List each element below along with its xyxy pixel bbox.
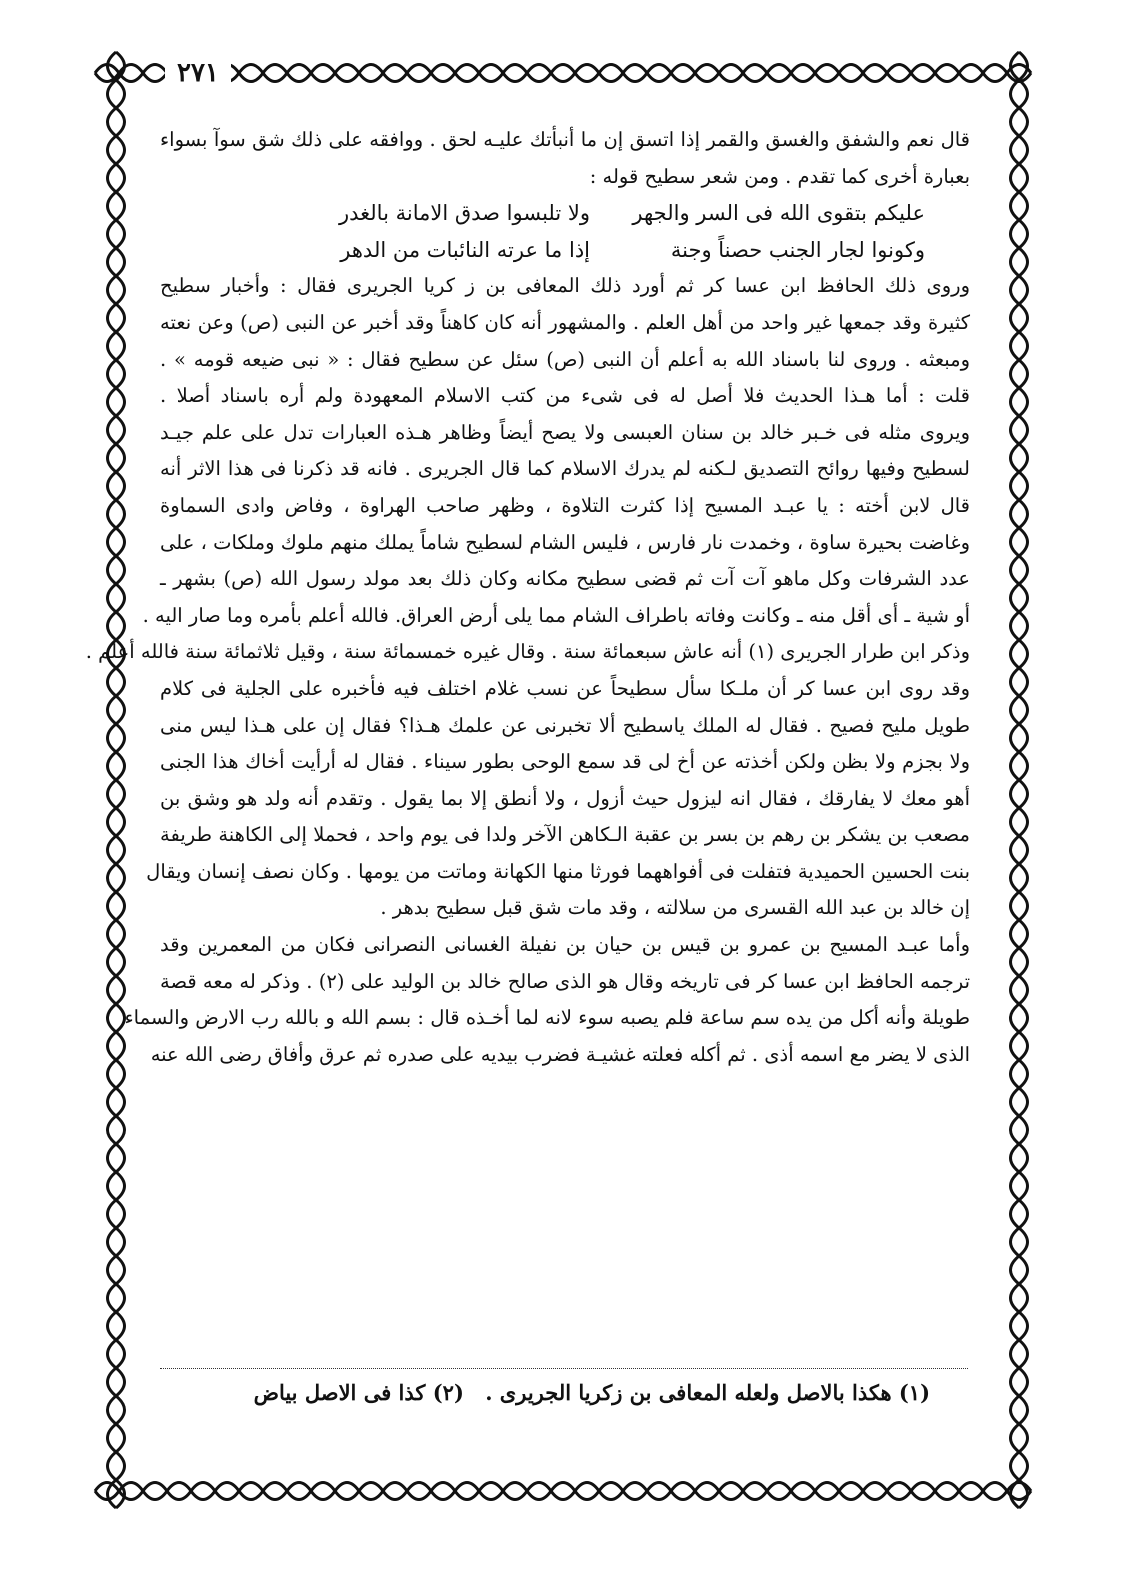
text-line: أو شية ـ أى أقل منه ـ وكانت وفاته باطراف الشام مما يلى أرض العراق. فالله أعلم بأمره وما صار اليه . bbox=[142, 603, 970, 627]
text-line: وأما عبـد المسيح بن عمرو بن قيس بن حيان بن نفيلة الغسانى النصرانى فكان من المعمرين وقد bbox=[160, 933, 970, 957]
text-line: طويل مليح فصيح . فقال له الملك ياسطيح ألا تخبرنى عن علمك هـذا؟ فقال إن على هـذا ليس منى bbox=[160, 713, 970, 737]
text-line: وروى ذلك الحافظ ابن عسا كر ثم أورد ذلك المعافى بن ز كريا الجريرى فقال : وأخبار سطيح bbox=[160, 274, 970, 298]
text-line: قال لابن أخته : يا عبـد المسيح إذا كثرت التلاوة ، وظهر صاحب الهراوة ، وفاض وادى السماوة bbox=[160, 493, 970, 517]
text-line: ولا بجزم ولا بظن ولكن أخذته عن أخ لى قد سمع الوحى بطور سيناء . فقال له أرأيت أخاك هذا الجنى bbox=[160, 750, 970, 774]
text-line: بعبارة أخرى كما تقدم . ومن شعر سطيح قوله : bbox=[589, 164, 970, 188]
text-line: ويروى مثله فى خـبر خالد بن سنان العبسى ولا يصح أيضاً وظاهر هـذه العبارات تدل على علم جيـد bbox=[160, 420, 970, 444]
text-line: عدد الشرفات وكل ماهو آت آت ثم قضى سطيح مكانه وكان ذلك بعد مولد رسول الله (ص) بشهر ـ bbox=[160, 567, 970, 591]
text-line: وقد روى ابن عسا كر أن ملـكا سأل سطيحاً عن نسب غلام اختلف فيه فأخبره على الجلية فى كلام bbox=[160, 676, 970, 700]
text-line: وذكر ابن طرار الجريرى (١) أنه عاش سبعمائة سنة . وقال غيره خمسمائة سنة ، وقيل ثلاثمائة سنة فالله أعلم . bbox=[85, 640, 970, 664]
text-line: مصعب بن يشكر بن رهم بن بسر بن عقبة الـكاهن الآخر ولدا فى يوم واحد ، فحملا إلى الكاهنة طريفة bbox=[160, 823, 970, 847]
left-border-ornament bbox=[95, 52, 137, 1512]
footnotes bbox=[160, 1380, 930, 1405]
text-line: ترجمه الحافظ ابن عسا كر فى تاريخه وقال هو الذى صالح خالد بن الوليد على (٢) . وذكر له معه قصة bbox=[159, 969, 970, 993]
verse-row bbox=[160, 232, 970, 269]
right-border-ornament bbox=[998, 52, 1040, 1512]
text-line: ومبعثه . وروى لنا باسناد الله به أعلم أن النبى (ص) سئل عن سطيح فقال : « نبى ضيعه قومه » . bbox=[160, 347, 970, 371]
text-line: بنت الحسين الحميدية فتفلت فى أفواههما فورثا منها الكهانة وماتت من يومها . وكان نصف إنسان ويقال bbox=[146, 859, 970, 883]
text-line: كثيرة وقد جمعها غير واحد من أهل العلم . والمشهور أنه كان كاهناً وقد أخبر عن النبى (ص) وعن نعته bbox=[160, 310, 970, 334]
text-line: وغاضت بحيرة ساوة ، وخمدت نار فارس ، فليس الشام لسطيح شاماً يملك منهم ملوك وملكات ، على bbox=[160, 530, 970, 554]
text-line: طويلة وأنه أكل من يده سم ساعة فلم يصبه سوء لانه لما أخـذه قال : بسم الله و بالله رب الارض والسماء bbox=[124, 1006, 970, 1030]
verse-second-hemistich: ولا تلبسوا صدق الامانة بالغدر bbox=[338, 201, 590, 226]
text-line: الذى لا يضر مع اسمه أذى . ثم أكله فعلته غشيـة فضرب بيديه على صدره ثم عرق وأفاق رضى الله عنه bbox=[150, 1042, 970, 1066]
page-number: ٢٧١ bbox=[165, 52, 231, 94]
footnote-1: (١) هكذا بالاصل ولعله المعافى بن زكريا الجريرى . bbox=[485, 1380, 930, 1405]
text-line: قال نعم والشفق والغسق والقمر إذا اتسق إن ما أنبأتك عليـه لحق . ووافقه على ذلك شق سوآ بسواء bbox=[160, 128, 970, 151]
footnote-separator bbox=[160, 1368, 968, 1369]
verse-first-hemistich: وكونوا لجار الجنب حصناً وجنة bbox=[670, 237, 925, 262]
main-text bbox=[85, 122, 970, 1392]
text-line: أهو معك لا يفارقك ، فقال انه ليزول حيث أزول ، ولا أنطق إلا بما يقول . وتقدم أنه ولد هو وشق بن bbox=[160, 786, 970, 810]
footnote-2: (٢) كذا فى الاصل بياض bbox=[253, 1380, 464, 1405]
verse-row bbox=[160, 195, 970, 232]
bottom-border-ornament bbox=[95, 1470, 1040, 1512]
verse-second-hemistich: إذا ما عرته النائبات من الدهر bbox=[340, 237, 590, 262]
top-border-ornament bbox=[95, 52, 1040, 94]
text-line: لسطيح وفيها روائح التصديق لـكنه لم يدرك الاسلام كما قال الجريرى . فانه قد ذكرنا فى هذا الاثر أنه bbox=[160, 457, 970, 481]
text-line: إن خالد بن عبد الله القسرى من سلالته ، وقد مات شق قبل سطيح بدهر . bbox=[380, 896, 970, 920]
verse-first-hemistich: عليكم بتقوى الله فى السر والجهر bbox=[632, 201, 925, 226]
text-line: قلت : أما هـذا الحديث فلا أصل له فى شىء من كتب الاسلام المعهودة ولم أره باسناد أصلا . bbox=[160, 384, 970, 408]
